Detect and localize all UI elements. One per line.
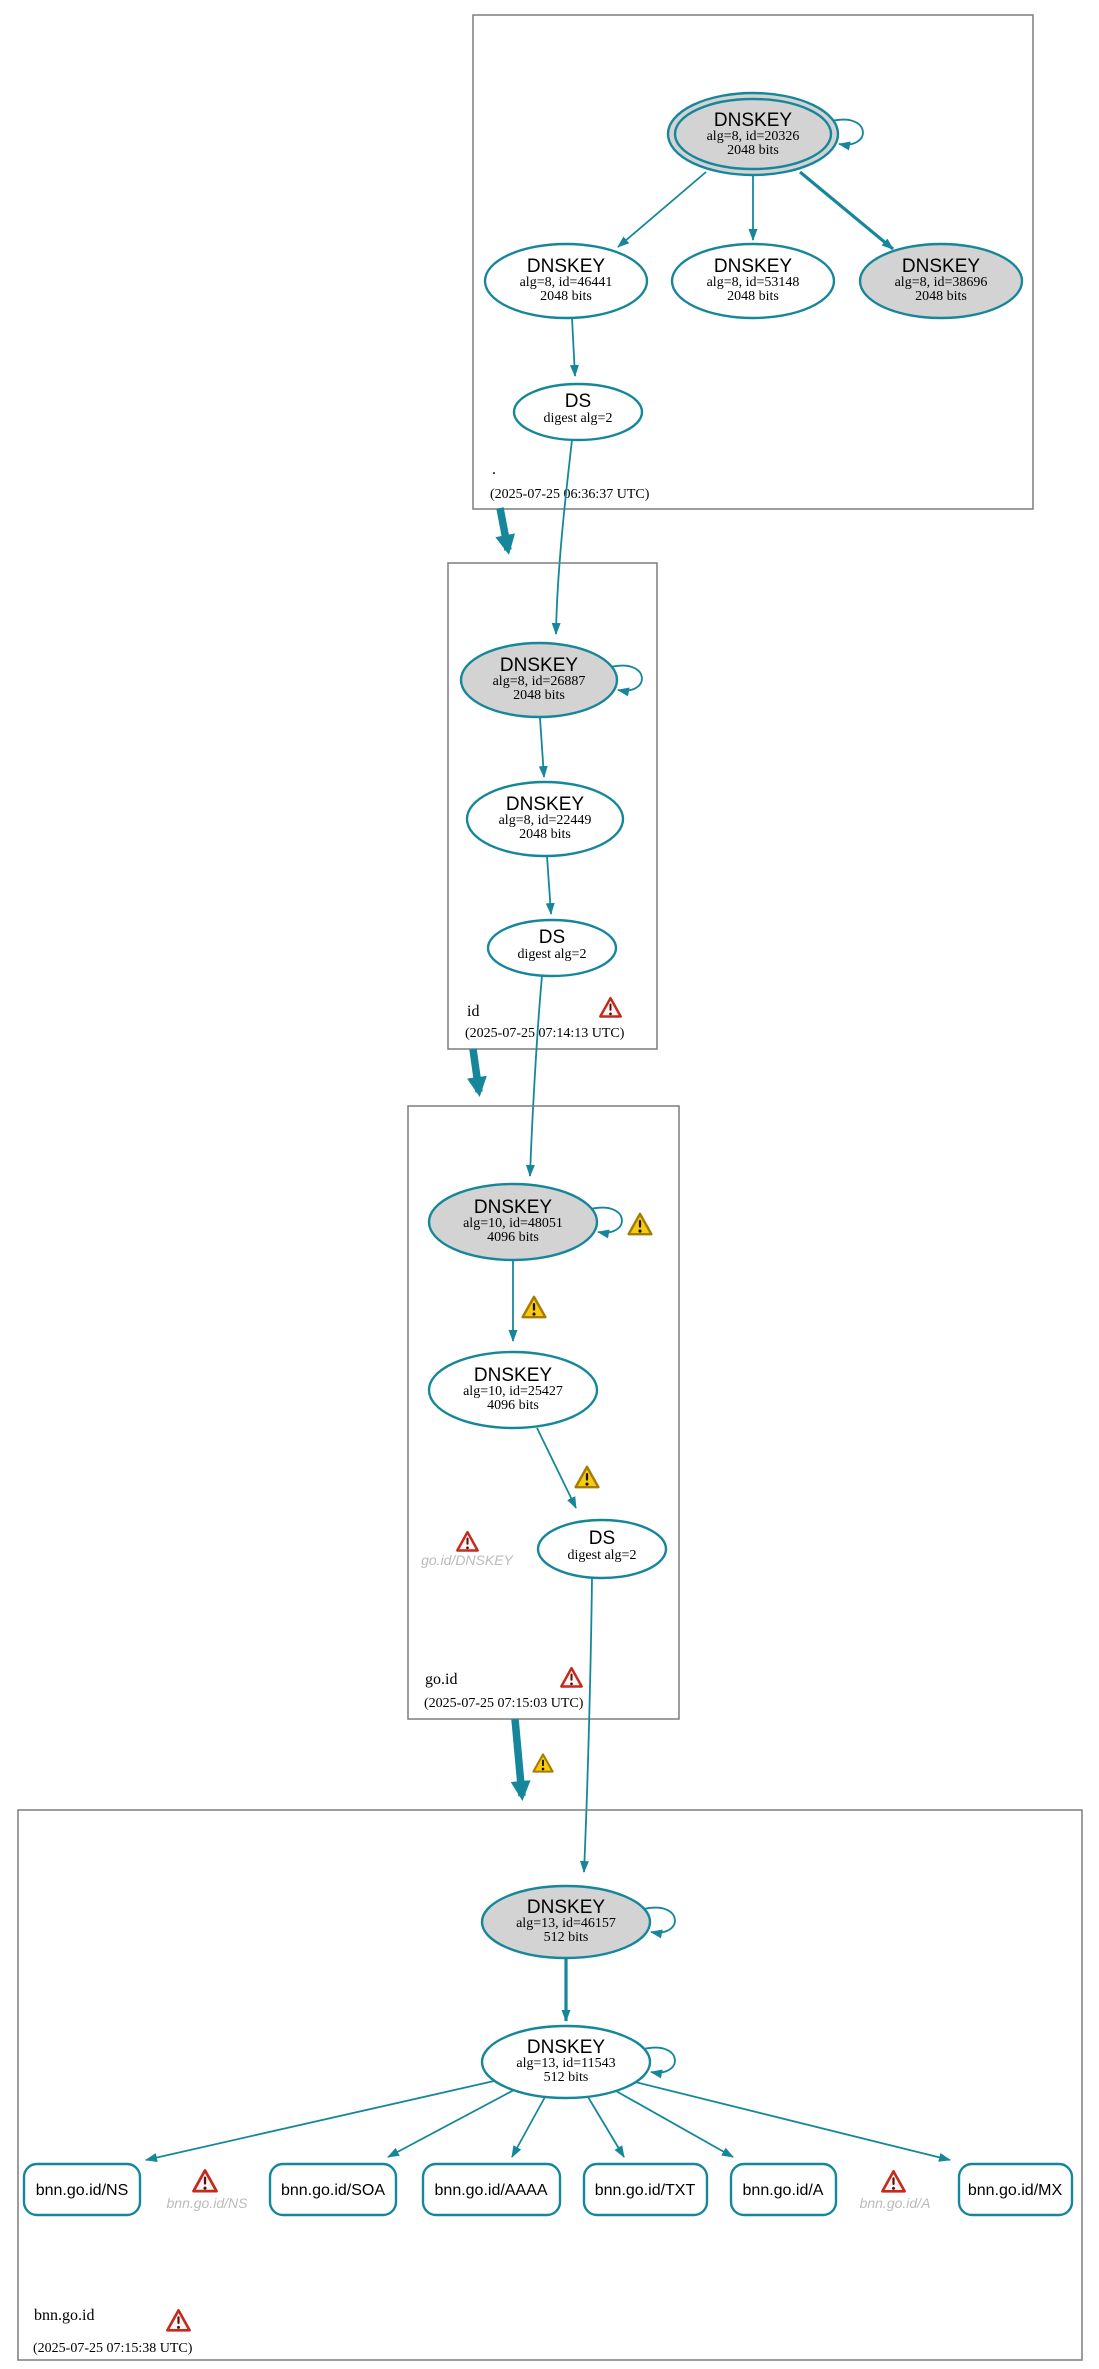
zone-id [448, 563, 657, 1049]
node-bits: 512 bits [543, 1930, 589, 1945]
delegation-arrow-root-to-id [500, 508, 508, 550]
rrset-bnn-go-id-soa[interactable] [270, 2164, 396, 2215]
zone-label-goid: go.id [425, 1671, 458, 1688]
zone-goid [408, 1106, 679, 1719]
edge-bnn-zsk-to-aaaa [512, 2097, 545, 2157]
rrset-bnn-go-id-aaaa[interactable] [423, 2164, 560, 2215]
node-title: DNSKEY [526, 1897, 606, 1918]
node-title: DNSKEY [713, 256, 793, 277]
warning-icon-delegation-goid-bnn [533, 1754, 552, 1771]
node-title: DS [588, 1528, 616, 1549]
delegation-arrow-goid-to-bnn [515, 1719, 522, 1796]
node-bits: 2048 bits [540, 289, 592, 304]
edge-bnn-zsk-to-ns [146, 2081, 494, 2160]
rrset-label: bnn.go.id/A [742, 2182, 824, 2199]
missing-rrset-label: go.id/DNSKEY [421, 1552, 513, 1568]
node-ds-id[interactable] [488, 920, 616, 976]
zone-timestamp-bnngoid: (2025-07-25 07:15:38 UTC) [33, 2341, 193, 2356]
edge-id-ksk-to-zsk [540, 718, 544, 777]
node-detail: alg=8, id=22449 [498, 813, 592, 828]
node-detail: alg=8, id=53148 [706, 275, 800, 290]
node-bits: 512 bits [543, 2070, 589, 2085]
edge-goid-zsk-to-ds [537, 1428, 576, 1508]
error-icon-goid-dnskey-missing [457, 1532, 477, 1550]
node-title: DNSKEY [901, 256, 981, 277]
node-bits: 2048 bits [915, 289, 967, 304]
node-dnskey-46441[interactable] [485, 244, 647, 318]
node-detail: digest alg=2 [543, 411, 613, 426]
node-title: DS [538, 927, 566, 948]
zone-timestamp-root: (2025-07-25 06:36:37 UTC) [490, 487, 650, 502]
node-bits: 2048 bits [519, 827, 571, 842]
error-icon-bnn-a [882, 2171, 904, 2191]
node-dnskey-38696[interactable] [860, 244, 1022, 318]
node-dnskey-11543[interactable] [482, 2026, 650, 2098]
node-bits: 4096 bits [487, 1230, 539, 1245]
edge-root-ksk-to-key46441 [618, 172, 706, 247]
zone-label-id: id [467, 1003, 480, 1020]
node-detail: alg=8, id=20326 [706, 129, 800, 144]
error-icon-bnn-ns [193, 2170, 216, 2191]
missing-rrset-bnn-ns [167, 2170, 249, 2211]
rrset-label: bnn.go.id/TXT [594, 2182, 696, 2199]
node-ds-root[interactable] [514, 384, 642, 440]
rrset-bnn-go-id-mx[interactable] [959, 2164, 1072, 2215]
node-detail: alg=8, id=38696 [894, 275, 988, 290]
node-detail: digest alg=2 [567, 1548, 637, 1563]
edge-root-ksk-to-key38696 [800, 172, 893, 249]
node-dnskey-26887[interactable] [461, 643, 617, 717]
node-title: DNSKEY [505, 794, 585, 815]
zone-label-root: . [492, 461, 496, 478]
warning-icon-goid-ksk-selfsig [629, 1214, 652, 1234]
rrset-bnn-go-id-ns[interactable] [24, 2164, 140, 2215]
node-detail: alg=8, id=26887 [492, 674, 586, 689]
edge-bnn-zsk-to-mx [635, 2082, 950, 2160]
edge-root-ds-to-id-ksk [556, 440, 572, 634]
missing-rrset-label: bnn.go.id/A [859, 2195, 931, 2211]
missing-rrset-goid-dnskey [421, 1532, 514, 1568]
node-title: DNSKEY [499, 655, 579, 676]
edge-bnn-zsk-to-txt [588, 2097, 624, 2157]
node-title: DS [564, 391, 592, 412]
error-icon-zone-id [600, 998, 620, 1016]
node-dnskey-20326[interactable] [668, 93, 838, 175]
rrset-bnn-go-id-txt[interactable] [584, 2164, 707, 2215]
node-detail: digest alg=2 [517, 947, 587, 962]
node-bits: 2048 bits [727, 143, 779, 158]
node-bits: 2048 bits [727, 289, 779, 304]
node-title: DNSKEY [526, 256, 606, 277]
node-bits: 4096 bits [487, 1398, 539, 1413]
zone-timestamp-id: (2025-07-25 07:14:13 UTC) [465, 1026, 625, 1041]
warning-icon-goid-ksk-zsk-edge [523, 1297, 546, 1317]
edge-id-ds-to-goid-ksk [530, 976, 542, 1176]
rrset-label: bnn.go.id/NS [35, 2182, 129, 2199]
rrset-bnn-go-id-a[interactable] [731, 2164, 836, 2215]
zone-root [473, 15, 1033, 509]
missing-rrset-label: bnn.go.id/NS [166, 2195, 248, 2211]
node-title: DNSKEY [473, 1197, 553, 1218]
missing-rrset-bnn-a [860, 2171, 931, 2211]
zone-timestamp-goid: (2025-07-25 07:15:03 UTC) [424, 1696, 584, 1711]
node-title: DNSKEY [526, 2037, 606, 2058]
node-detail: alg=10, id=25427 [463, 1384, 563, 1399]
node-dnskey-25427[interactable] [429, 1352, 597, 1428]
node-dnskey-48051[interactable] [429, 1184, 597, 1260]
warning-icon-goid-zsk-ds-edge [576, 1467, 599, 1487]
zone-label-bnngoid: bnn.go.id [34, 2307, 95, 2324]
node-detail: alg=10, id=48051 [463, 1216, 563, 1231]
node-title: DNSKEY [473, 1365, 553, 1386]
rrset-label: bnn.go.id/MX [967, 2182, 1063, 2199]
rrset-label: bnn.go.id/SOA [280, 2182, 386, 2199]
node-ds-goid[interactable] [538, 1520, 666, 1578]
node-bits: 2048 bits [513, 688, 565, 703]
node-title: DNSKEY [713, 110, 793, 131]
edge-key46441-to-root-ds [572, 318, 575, 376]
edge-bnn-zsk-to-a [616, 2091, 733, 2157]
edge-goid-ds-to-bnn-ksk [584, 1578, 592, 1872]
node-dnskey-22449[interactable] [467, 782, 623, 856]
delegation-arrow-id-to-goid [473, 1049, 479, 1092]
edge-id-zsk-to-ds [547, 856, 551, 914]
error-icon-zone-goid [561, 1668, 581, 1686]
zone-bnngoid [18, 1810, 1082, 2360]
node-detail: alg=13, id=11543 [516, 2056, 616, 2071]
node-detail: alg=8, id=46441 [519, 275, 613, 290]
node-detail: alg=13, id=46157 [516, 1916, 616, 1931]
node-dnskey-53148[interactable] [672, 244, 834, 318]
node-dnskey-46157[interactable] [482, 1886, 650, 1958]
rrset-label: bnn.go.id/AAAA [434, 2182, 548, 2199]
error-icon-zone-bnngoid [167, 2310, 189, 2330]
